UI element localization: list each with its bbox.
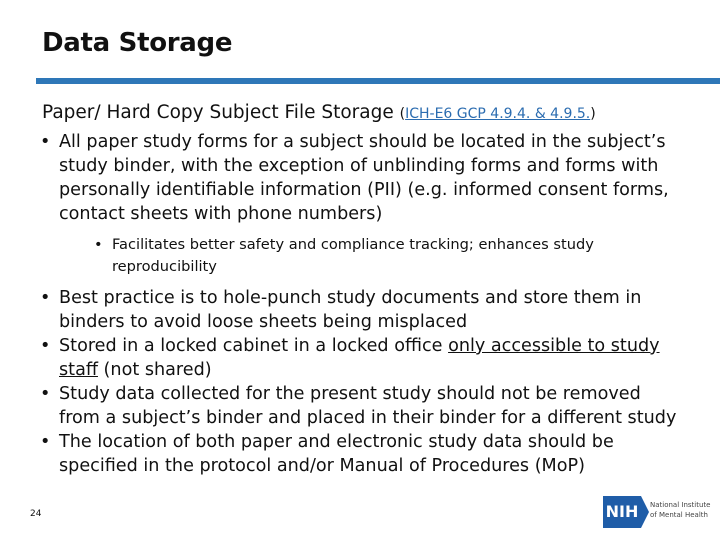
slide-title: Data Storage — [42, 28, 233, 58]
bullet-locked-cabinet — [40, 334, 680, 382]
reference-link[interactable]: ICH-E6 GCP 4.9.4. & 4.9.5. — [405, 106, 591, 122]
bullet-not-removed: • Study data collected for the present study should not be removed from a subject’s binder and placed in their binder for a different study — [40, 382, 680, 430]
bullet-location: • The location of both paper and electronic study data should be specified in the protocol and/or Manual of Procedures (MoP) — [40, 430, 680, 478]
locked-cabinet-suffix: (not shared) — [97, 360, 212, 380]
logo-line-2: of Mental Health — [650, 511, 708, 519]
section-heading — [42, 102, 596, 123]
nih-logo-mark: NIH — [603, 496, 641, 528]
bullet-hole-punch: • Best practice is to hole-punch study documents and store them in binders to avoid loose sheets being misplaced — [40, 286, 680, 334]
locked-cabinet-underlined: only accessible to study staff — [59, 336, 660, 380]
title-divider — [36, 78, 720, 84]
nih-logo-text — [650, 500, 710, 520]
page-number: 24 — [30, 509, 42, 519]
locked-cabinet-text: Stored in a locked cabinet in a locked office — [59, 336, 449, 356]
section-heading-text: Paper/ Hard Copy Subject File Storage — [42, 102, 394, 123]
nih-logo — [603, 496, 720, 530]
reference-close: ) — [590, 106, 596, 122]
reference — [400, 106, 596, 122]
sub-bullet-safety: • Facilitates better safety and compliance tracking; enhances study reproducibility — [94, 234, 680, 278]
bullet-paper-forms: • All paper study forms for a subject should be located in the subject’s study binder, with the exception of unblinding forms and forms with personally identifiable information (PII) (e.g. informed consent forms, contact sheets with phone numbers) — [40, 130, 680, 226]
reference-open: ( — [399, 106, 406, 122]
logo-line-1: National Institute — [650, 501, 711, 509]
bullet-list — [40, 130, 680, 478]
